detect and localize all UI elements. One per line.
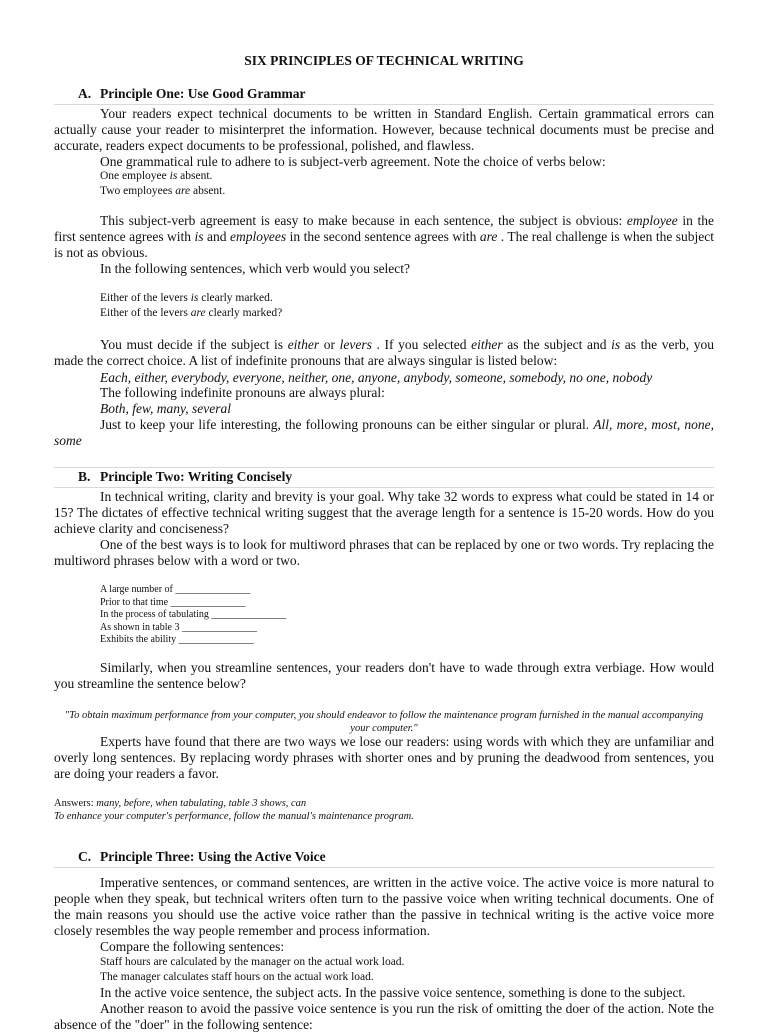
phrase-item: Prior to that time _______________	[100, 596, 246, 608]
section-b-paragraph-2: One of the best ways is to look for multiword phrases that can be replaced by one or two words. Try replacing the multiword phrases below with a word or two.	[54, 537, 714, 568]
section-a-example-1: One employee is absent.	[100, 170, 213, 182]
phrase-item: In the process of tabulating _______________	[100, 609, 287, 620]
section-b-title: Principle Two: Writing Concisely	[100, 469, 293, 484]
section-a-title: Principle One: Use Good Grammar	[100, 86, 306, 101]
section-c-letter: C.	[78, 849, 92, 864]
phrase-item: As shown in table 3 _______________	[100, 621, 257, 633]
plural-pronoun-list: Both, few, many, several	[100, 401, 231, 416]
section-b-divider	[54, 487, 714, 488]
section-b-paragraph-3: Similarly, when you streamline sentences, your readers don't have to wade through extra verbiage. How would you streamline the sentence below?	[54, 660, 714, 691]
singular-pronoun-list: Each, either, everybody, everyone, neither, one, anyone, anybody, someone, somebody, no one, nobody	[100, 370, 653, 385]
phrase-item: Exhibits the ability _______________	[100, 634, 254, 645]
section-b-paragraph-1: In technical writing, clarity and brevity is your goal. Why take 32 words to express what could be stated in 14 or 15? The dictates of effective technical writing suggest that the average length for a sentence is 15-20 words. How do you achieve clarity and conciseness?	[54, 489, 714, 536]
section-b-letter: B.	[78, 469, 91, 484]
section-c-paragraph-2: Compare the following sentences:	[100, 939, 285, 954]
section-c-paragraph-4: Another reason to avoid the passive voice sentence is you run the risk of omitting the doer of the action. Note the absence of the "doer" in the following sentence:	[54, 1001, 714, 1032]
section-a-heading	[78, 86, 305, 102]
phrase-item: A large number of _______________	[100, 584, 251, 595]
section-c-example-2: The manager calculates staff hours on the actual work load.	[100, 971, 374, 983]
section-a-example-3: Either of the levers is clearly marked.	[100, 292, 273, 304]
section-c-divider	[54, 867, 714, 868]
section-a-paragraph-7: Just to keep your life interesting, the following pronouns can be either singular or plural. All, more, most, none, some	[54, 417, 714, 448]
example-quote: "To obtain maximum performance from your computer, you should endeavor to follow the maintenance program furnished in the manual accompanying your computer."	[64, 710, 704, 734]
answers-line-2: To enhance your computer's performance, follow the manual's maintenance program.	[54, 811, 414, 822]
section-c-heading	[78, 849, 326, 865]
answers-line: Answers: many, before, when tabulating, table 3 shows, can	[54, 798, 307, 809]
section-a-paragraph-6: The following indefinite pronouns are always plural:	[100, 385, 385, 400]
section-a-example-4: Either of the levers are clearly marked?	[100, 307, 283, 319]
section-c-paragraph-3: In the active voice sentence, the subject acts. In the passive voice sentence, something is done to the subject.	[100, 985, 686, 1000]
section-a-letter: A.	[78, 86, 92, 101]
section-b-paragraph-4: Experts have found that there are two ways we lose our readers: using words with which they are unfamiliar and overly long sentences. By replacing wordy phrases with shorter ones and by pruning the deadwood from sentences, you are doing your readers a favor.	[54, 734, 714, 781]
section-c-paragraph-1: Imperative sentences, or command sentences, are written in the active voice. The active voice is more natural to people when they speak, but technical writers often turn to the passive voice when writing technical documents. One of the main reasons you should use the active voice rather than the passive in technical writing is the active voice more closely resembles the way people remember and process information.	[54, 875, 714, 938]
section-a-divider	[54, 104, 714, 105]
document-title: SIX PRINCIPLES OF TECHNICAL WRITING	[244, 53, 524, 68]
section-a-paragraph-5: You must decide if the subject is either or levers . If you selected either as the subject and is as the verb, you made the correct choice. A list of indefinite pronouns that are always singular is listed below:	[54, 337, 714, 368]
section-b-heading	[78, 469, 292, 485]
section-b-top-divider	[54, 467, 714, 468]
section-a-paragraph-2: One grammatical rule to adhere to is subject-verb agreement. Note the choice of verbs below:	[100, 154, 606, 169]
section-c-title: Principle Three: Using the Active Voice	[100, 849, 326, 864]
section-a-paragraph-4: In the following sentences, which verb would you select?	[100, 261, 411, 276]
section-c-example-1: Staff hours are calculated by the manager on the actual work load.	[100, 956, 405, 968]
section-a-paragraph-3: This subject-verb agreement is easy to make because in each sentence, the subject is obvious: employee in the first sentence agrees with is and employees in the second sentence agrees with are . The real challenge is when the subject is not as obvious.	[54, 213, 715, 260]
section-a-paragraph-1: Your readers expect technical documents to be written in Standard English. Certain grammatical errors can actually cause your reader to misinterpret the information. However, because technical documents must be precise and accurate, readers expect documents to be professional, polished, and flawless.	[54, 106, 714, 153]
section-a-example-2: Two employees are absent.	[100, 185, 226, 197]
